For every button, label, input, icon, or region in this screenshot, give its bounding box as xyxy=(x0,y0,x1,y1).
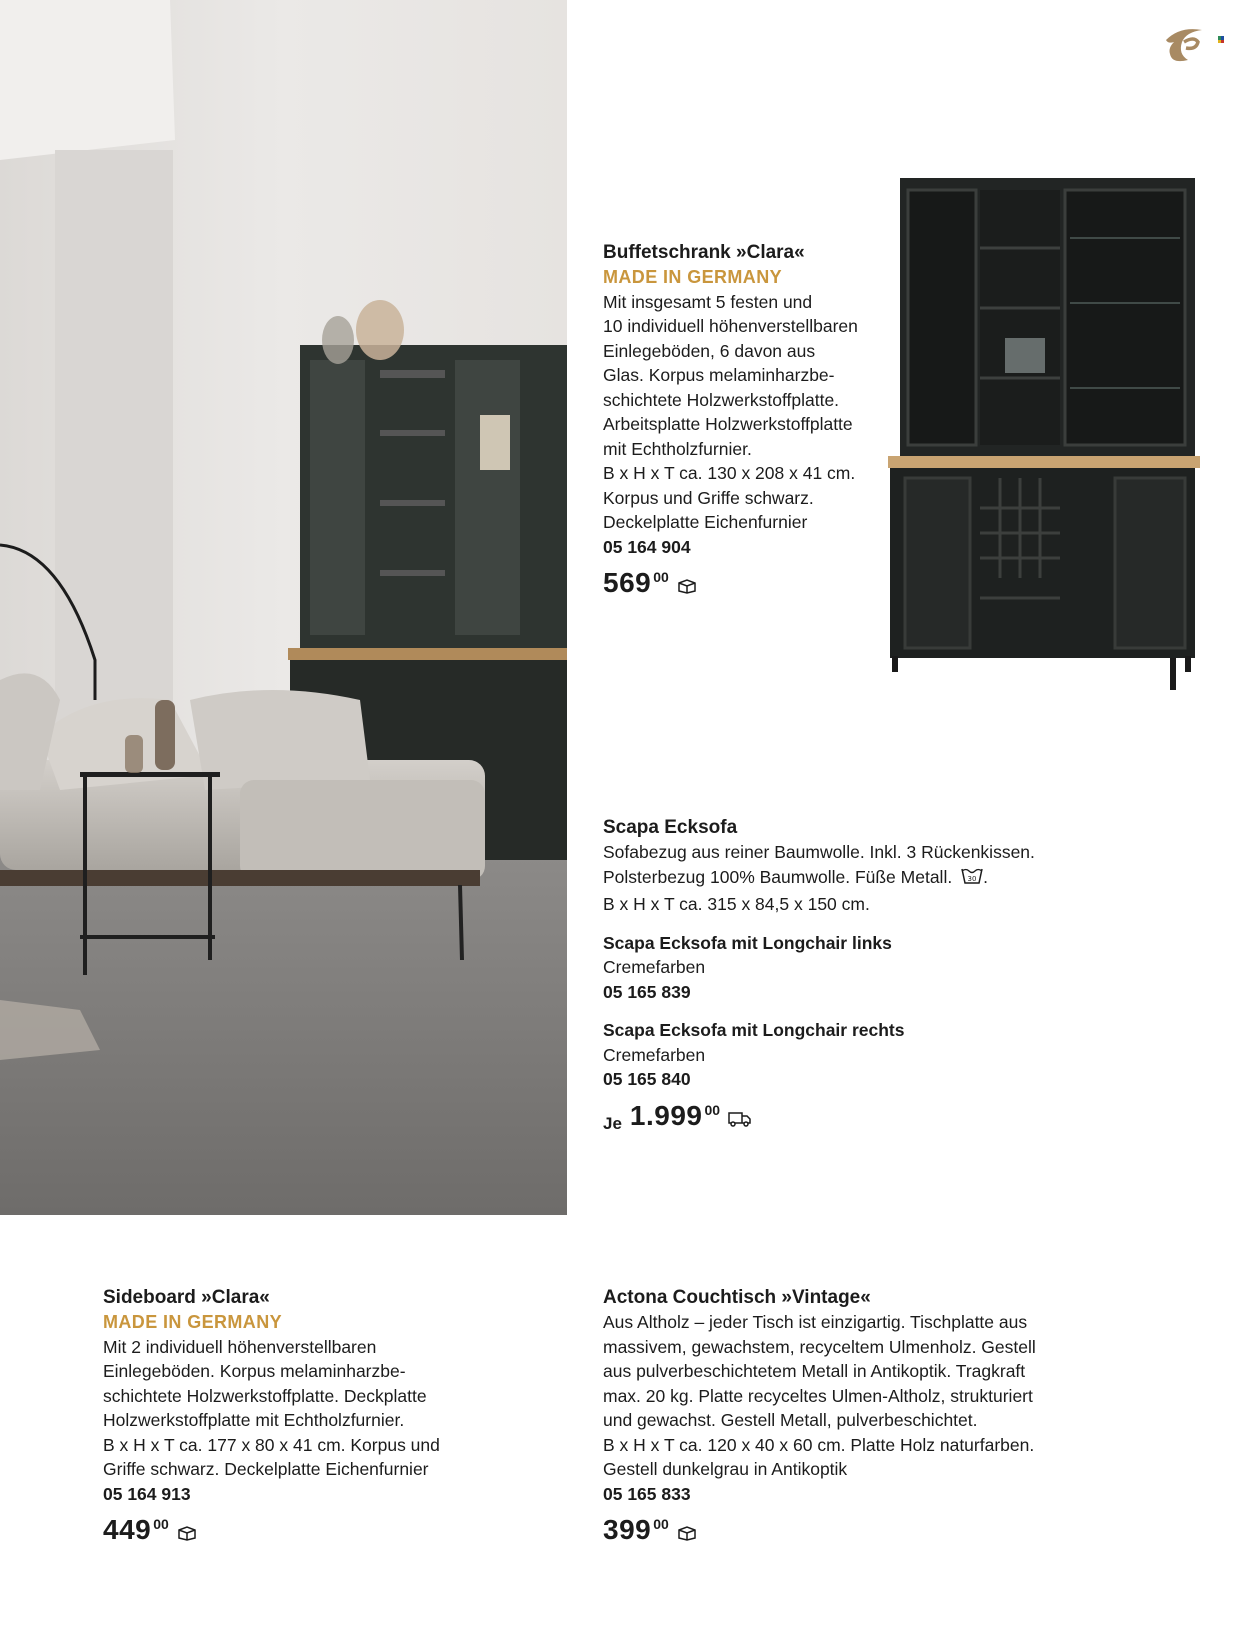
package-icon xyxy=(677,1523,697,1548)
sideboard-block xyxy=(103,1285,523,1550)
made-in-germany-label: MADE IN GERMANY xyxy=(603,267,783,287)
couchtisch-block xyxy=(603,1285,1163,1550)
product-description: Mit 2 individuell höhenverstellbaren Einlegeböden. Korpus melaminharzbe- schichtete Holzwerkstoffplatte. Deckplatte Holzwerkstoffplatte mit Echtholzfurnier. B x H x T ca. 177 x 80 x 41 cm. Korpus und Griffe schwarz. Deckelplatte Eichenfurnier xyxy=(103,1336,440,1479)
buffetschrank-image xyxy=(880,178,1210,708)
article-number: 05 164 904 xyxy=(603,536,691,557)
product-description: Aus Altholz – jeder Tisch ist einzigartig. Tischplatte aus massivem, gewachstem, recyceltem Ulmenholz. Gestell aus pulverbeschichtetem Metall in Antikoptik. Tragkraft max. 20 kg. Platte recyceltes Ulmen-Altholz, strukturiert und gewachst. Gestell Metall, pulverbeschichtet. B x H x T ca. 120 x 40 x 60 cm. Platte Holz naturfarben. Gestell dunkelgrau in Antikoptik xyxy=(603,1312,1036,1479)
price-main: 1.999 xyxy=(629,1099,703,1131)
wash-30-icon xyxy=(961,866,983,893)
variant-name: Scapa Ecksofa mit Longchair links xyxy=(603,932,892,953)
product-title: Buffetschrank »Clara« xyxy=(603,242,805,263)
buffetschrank-block xyxy=(603,240,903,603)
product-description-line: B x H x T ca. 315 x 84,5 x 150 cm. xyxy=(603,894,870,914)
package-icon xyxy=(177,1523,197,1548)
price-prefix: Je xyxy=(603,1113,622,1133)
variant-color: Cremefarben xyxy=(603,957,706,977)
price-cents: 00 xyxy=(704,1101,721,1118)
package-icon xyxy=(677,576,697,601)
price-main: 449 xyxy=(103,1514,152,1545)
price xyxy=(603,1514,1163,1550)
price-main: 569 xyxy=(603,567,652,598)
article-number: 05 165 839 xyxy=(603,981,691,1002)
price xyxy=(603,567,903,603)
made-in-germany-label: MADE IN GERMANY xyxy=(103,1312,283,1332)
article-number: 05 165 833 xyxy=(603,1483,691,1504)
sofa-block xyxy=(603,815,1163,1136)
product-title: Sideboard »Clara« xyxy=(103,1287,270,1308)
product-title: Actona Couchtisch »Vintage« xyxy=(603,1287,871,1308)
product-description-line xyxy=(603,865,1163,893)
description-text: Polsterbezug 100% Baumwolle. Füße Metall. xyxy=(603,866,953,887)
price-cents: 00 xyxy=(653,569,669,585)
price-cents: 00 xyxy=(153,1516,169,1532)
price-cents: 00 xyxy=(653,1516,669,1532)
price-main: 399 xyxy=(603,1514,652,1545)
truck-icon xyxy=(728,1109,752,1134)
living-room-photo xyxy=(0,0,567,1215)
article-number: 05 165 840 xyxy=(603,1069,691,1089)
tchibo-logo-icon xyxy=(1160,22,1230,70)
price xyxy=(603,1100,1163,1136)
wash-temperature: 30 xyxy=(967,874,977,883)
price xyxy=(103,1514,523,1550)
variant-color: Cremefarben xyxy=(603,1044,706,1065)
tchibo-logo[interactable] xyxy=(1160,22,1230,70)
product-description-line: Sofabezug aus reiner Baumwolle. Inkl. 3 Rückenkissen. xyxy=(603,842,1035,862)
description-text: . xyxy=(983,866,988,887)
product-description: Mit insgesamt 5 festen und 10 individuell höhenverstellbaren Einlegeböden, 6 davon aus Glas. Korpus melaminharzbe- schichtete Holzwerkstoffplatte. Arbeitsplatte Holzwerkstoffplatte mit Echtholzfurnier. B x H x T ca. 130 x 208 x 41 cm. Korpus und Griffe schwarz. Deckelplatte Eichenfurnier xyxy=(603,291,858,532)
article-number: 05 164 913 xyxy=(103,1483,191,1504)
variant-name: Scapa Ecksofa mit Longchair rechts xyxy=(603,1020,905,1040)
product-title: Scapa Ecksofa xyxy=(603,817,738,838)
